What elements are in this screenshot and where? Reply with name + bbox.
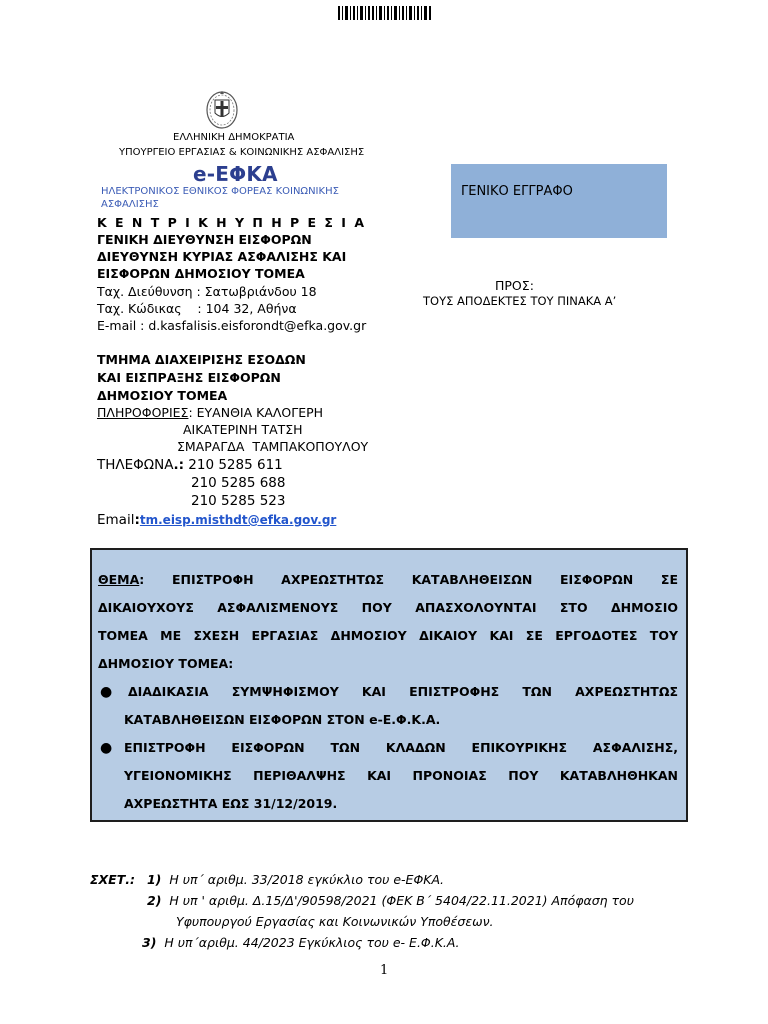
- recipient-label-text: ΠΡΟΣ: [495, 278, 530, 293]
- department-line1: ΤΜΗΜΑ ΔΙΑΧΕΙΡΙΣΗΣ ΕΣΟΔΩΝ: [97, 352, 306, 367]
- bullet-2-line2: ΥΓΕΙΟΝΟΜΙΚΗΣ ΠΕΡΙΘΑΛΨΗΣ ΚΑΙ ΠΡΟΝΟΙΑΣ ΠΟΥ ΚΑΤΑΒΛΗΘΗΚΑΝ: [124, 768, 678, 783]
- phone-1: 210 5285 611: [188, 457, 283, 473]
- subject-line1-text: ΕΠΙΣΤΡΟΦΗ ΑΧΡΕΩΣΤΗΤΩΣ ΚΑΤΑΒΛΗΘΕΙΣΩΝ ΕΙΣΦΟΡΩΝ ΣΕ: [171, 572, 678, 587]
- subject-line1: [98, 566, 678, 594]
- department-line2: ΚΑΙ ΕΙΣΠΡΑΞΗΣ ΕΙΣΦΟΡΩΝ: [97, 370, 281, 385]
- bullet-1-line2: ΚΑΤΑΒΛΗΘΕΙΣΩΝ ΕΙΣΦΟΡΩΝ ΣΤΟΝ e-Ε.Φ.Κ.Α.: [124, 712, 441, 727]
- related-text-2b: Υφυπουργού Εργασίας και Κοινωνικών Υποθέσεων.: [176, 914, 494, 929]
- central-service-heading: Κ Ε Ν Τ Ρ Ι Κ Η Υ Π Η Ρ Ε Σ Ι Α: [97, 215, 366, 230]
- department-email-link[interactable]: tm.eisp.misthdt@efka.gov.gr: [139, 513, 337, 527]
- subject-colon: :: [139, 572, 145, 587]
- phones-row: [97, 456, 283, 474]
- bullet-2-icon: ●: [100, 740, 113, 756]
- bullet-2-line1: ΕΠΙΣΤΡΟΦΗ ΕΙΣΦΟΡΩΝ ΤΩΝ ΚΛΑΔΩΝ ΕΠΙΚΟΥΡΙΚΗΣ ΑΣΦΑΛΙΣΗΣ,: [124, 740, 678, 755]
- country-name: ΕΛΛΗΝΙΚΗ ΔΗΜΟΚΡΑΤΙΑ: [173, 132, 295, 143]
- barcode: [338, 6, 431, 20]
- related-text-1: Η υπ΄ αριθμ. 33/2018 εγκύκλιο του e-ΕΦΚΑ.: [169, 872, 445, 887]
- efka-full-name: ΗΛΕΚΤΡΟΝΙΚΟΣ ΕΘΝΙΚΟΣ ΦΟΡΕΑΣ ΚΟΙΝΩΝΙΚΗΣ ΑΣΦΑΛΙΣΗΣ: [101, 186, 339, 210]
- recipient-colon: :: [529, 278, 534, 293]
- related-text-3: Η υπ΄αριθμ. 44/2023 Εγκύκλιος του e- Ε.Φ.Κ.Α.: [164, 935, 460, 950]
- general-directorate: ΓΕΝΙΚΗ ΔΙΕΥΘΥΝΣΗ ΕΙΣΦΟΡΩΝ: [97, 232, 312, 247]
- phone-2: 210 5285 688: [191, 475, 286, 491]
- directorate-line1: ΔΙΕΥΘΥΝΣΗ ΚΥΡΙΑΣ ΑΣΦΑΛΙΣΗΣ ΚΑΙ: [97, 249, 347, 264]
- subject-line2: ΔΙΚΑΙΟΥΧΟΥΣ ΑΣΦΑΛΙΣΜΕΝΟΥΣ ΠΟΥ ΑΠΑΣΧΟΛΟΥΝΤΑΙ ΣΤΟ ΔΗΜΟΣΙΟ: [98, 600, 678, 615]
- related-number-2: 2): [147, 893, 162, 908]
- sender-email: E-mail : d.kasfalisis.eisforondt@efka.gov.gr: [97, 318, 367, 333]
- email-row: [97, 511, 336, 529]
- ministry-name: ΥΠΟΥΡΓΕΙΟ ΕΡΓΑΣΙΑΣ & ΚΟΙΝΩΝΙΚΗΣ ΑΣΦΑΛΙΣΗΣ: [119, 147, 365, 158]
- contact-3: ΣΜΑΡΑΓΔΑ ΤΑΜΠΑΚΟΠΟΥΛΟΥ: [177, 439, 369, 454]
- contact-2: ΑΙΚΑΤΕΡΙΝΗ ΤΑΤΣΗ: [183, 422, 303, 437]
- phones-label: ΤΗΛΕΦΩΝΑ: [97, 457, 174, 473]
- related-text-2: Η υπ ' αριθμ. Δ.15/Δ'/90598/2021 (ΦΕΚ Β΄ 5404/22.11.2021) Απόφαση του: [169, 893, 634, 908]
- related-item-3: [142, 935, 459, 950]
- email-colon: :: [134, 512, 140, 528]
- bullet-1-icon: ●: [100, 684, 113, 700]
- page-number: 1: [380, 963, 389, 978]
- email-label: Email: [97, 512, 135, 528]
- efka-logo: e-ΕΦΚΑ: [193, 162, 278, 186]
- info-row: [97, 404, 323, 422]
- related-item-1: [90, 872, 444, 887]
- phone-3: 210 5285 523: [191, 493, 286, 509]
- phones-colon: .:: [173, 457, 184, 473]
- sender-address: Ταχ. Διεύθυνση : Σατωβριάνδου 18: [97, 284, 317, 299]
- related-item-2: [147, 893, 634, 908]
- contact-1: ΕΥΑΝΘΙΑ ΚΑΛΟΓΕΡΗ: [196, 405, 324, 420]
- recipient-value: ΤΟΥΣ ΑΠΟΔΕΚΤΕΣ ΤΟΥ ΠΙΝΑΚΑ Α’: [423, 294, 617, 308]
- department-line3: ΔΗΜΟΣΙΟΥ ΤΟΜΕΑ: [97, 388, 228, 403]
- related-label: ΣΧΕΤ.:: [90, 872, 135, 887]
- subject-line3: ΤΟΜΕΑ ΜΕ ΣΧΕΣΗ ΕΡΓΑΣΙΑΣ ΔΗΜΟΣΙΟΥ ΔΙΚΑΙΟΥ ΚΑΙ ΣΕ ΕΡΓΟΔΟΤΕΣ ΤΟΥ: [98, 628, 678, 643]
- sender-postcode: Ταχ. Κώδικας : 104 32, Αθήνα: [97, 301, 297, 316]
- related-number-3: 3): [142, 935, 157, 950]
- info-colon: :: [188, 405, 193, 420]
- directorate-line2: ΕΙΣΦΟΡΩΝ ΔΗΜΟΣΙΟΥ ΤΟΜΕΑ: [97, 266, 305, 281]
- bullet-2-line3: ΑΧΡΕΩΣΤΗΤΑ ΕΩΣ 31/12/2019.: [124, 796, 338, 811]
- bullet-1-line1: ΔΙΑΔΙΚΑΣΙΑ ΣΥΜΨΗΦΙΣΜΟΥ ΚΑΙ ΕΠΙΣΤΡΟΦΗΣ ΤΩΝ ΑΧΡΕΩΣΤΗΤΩΣ: [128, 684, 678, 699]
- state-emblem-icon: [205, 89, 239, 129]
- subject-box: [90, 548, 688, 822]
- info-label: ΠΛΗΡΟΦΟΡΙΕΣ: [97, 405, 189, 420]
- document-type-label: ΓΕΝΙΚΟ ΕΓΓΡΑΦΟ: [461, 184, 573, 199]
- related-number-1: 1): [146, 872, 162, 887]
- document-type-box: [451, 164, 667, 238]
- subject-line4: ΔΗΜΟΣΙΟΥ ΤΟΜΕΑ:: [98, 656, 234, 671]
- subject-label: ΘΕΜΑ: [98, 572, 140, 587]
